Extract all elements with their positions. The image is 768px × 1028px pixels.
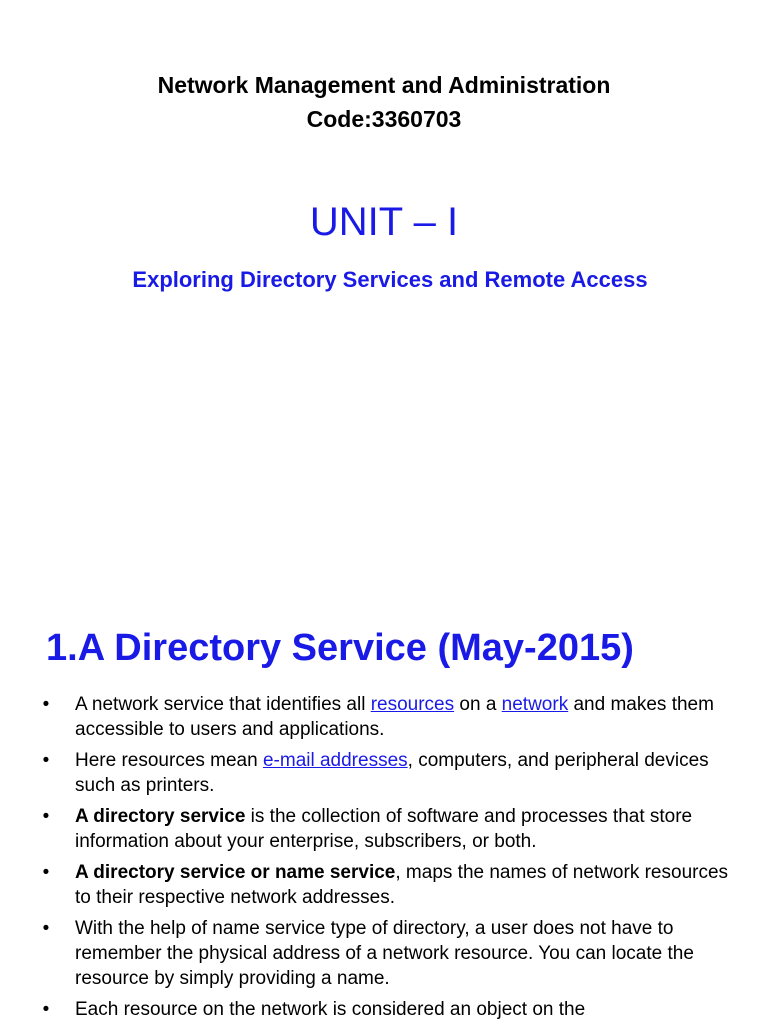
list-item xyxy=(40,916,730,991)
title-block xyxy=(0,68,768,136)
bullet-bold-text: A directory service or name service xyxy=(75,862,396,883)
bullet-text: on a xyxy=(454,694,502,715)
bullet-text: and makes them accessible to users and applications. xyxy=(75,694,714,740)
list-item xyxy=(40,997,730,1022)
bullet-dot: • xyxy=(42,999,50,1020)
bullet-dot: • xyxy=(42,806,50,827)
bullet-text: A network service that identifies all xyxy=(75,694,371,715)
bullet-dot: • xyxy=(42,918,50,939)
bullet-text: With the help of name service type of directory, a user does not have to remember the physical address of a network resource. You can locate the resource by simply providing a name. xyxy=(75,918,694,989)
list-item xyxy=(40,804,730,854)
section-heading: 1.A Directory Service (May-2015) xyxy=(46,627,634,669)
unit-subtitle: Exploring Directory Services and Remote Access xyxy=(132,267,648,292)
course-title: Network Management and Administration xyxy=(157,72,611,98)
list-item xyxy=(40,748,730,798)
bullet-text: , computers, and peripheral devices such as printers. xyxy=(75,750,709,796)
list-item xyxy=(40,860,730,910)
course-code: Code:3360703 xyxy=(306,106,462,132)
bullet-bold-text: A directory service xyxy=(75,806,246,827)
email-addresses-link[interactable]: e-mail addresses xyxy=(262,750,408,771)
bullet-text: , maps the names of network resources to their respective network addresses. xyxy=(75,862,729,908)
bullet-list xyxy=(40,692,730,1028)
list-item xyxy=(40,692,730,742)
bullet-dot: • xyxy=(42,694,50,715)
bullet-dot: • xyxy=(42,862,50,883)
bullet-text: is the collection of software and processes that store information about your enterprise, subscribers, or both. xyxy=(75,806,693,852)
bullet-text: Each resource on the network is considered an object on the xyxy=(75,999,586,1020)
bullet-text: Here resources mean xyxy=(75,750,263,771)
unit-title: UNIT – I xyxy=(309,200,459,244)
bullet-dot: • xyxy=(42,750,50,771)
resources-link[interactable]: resources xyxy=(370,694,455,715)
network-link[interactable]: network xyxy=(501,694,569,715)
